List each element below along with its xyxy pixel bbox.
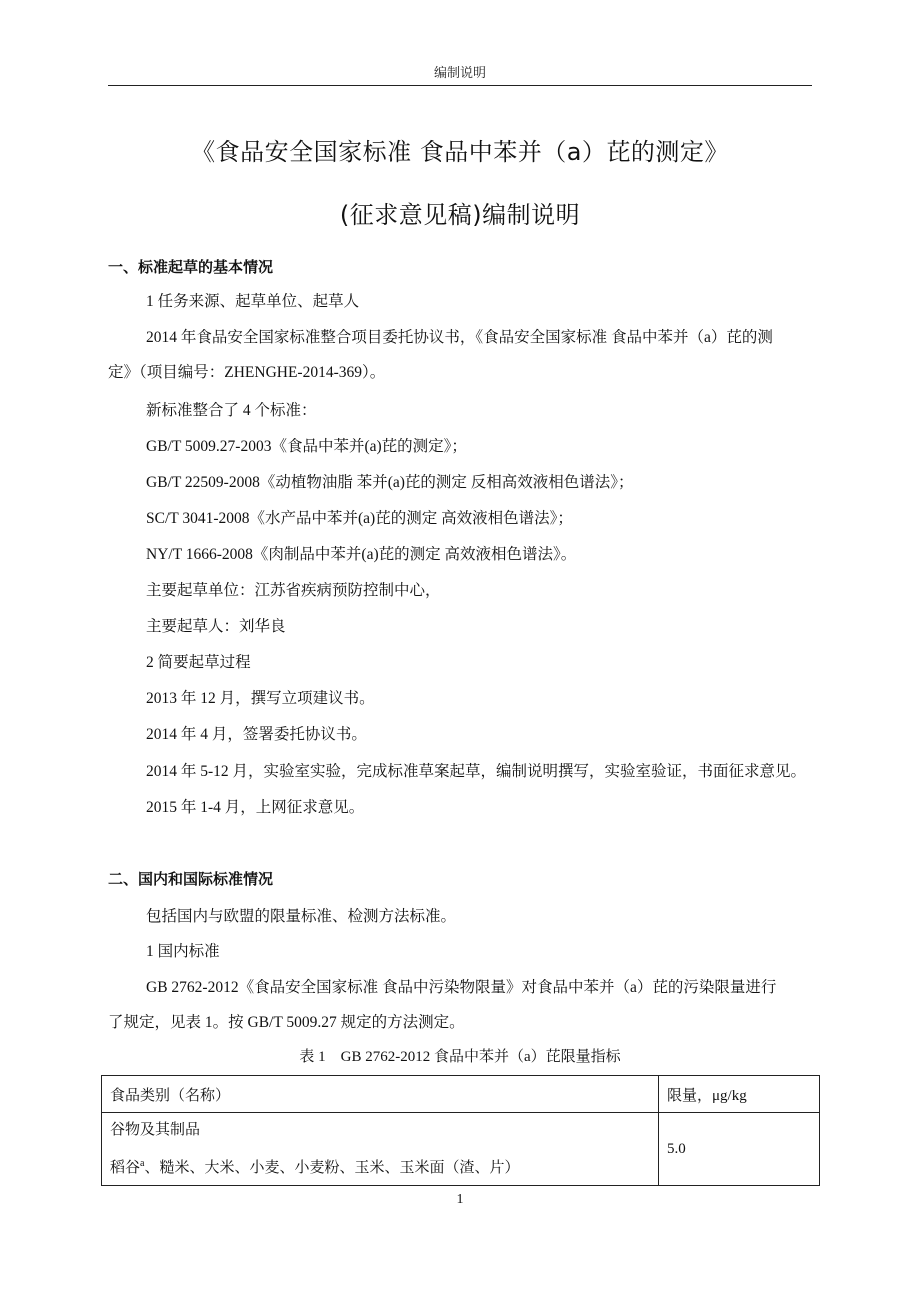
task-paragraph-line1: 2014 年食品安全国家标准整合项目委托协议书，《食品安全国家标准 食品中苯并（a）芘的测: [146, 329, 773, 346]
standard-item: GB/T 5009.27-2003《食品中苯并(a)芘的测定》；: [146, 438, 467, 455]
process-item: 2013 年 12 月，撰写立项建议书。: [146, 690, 375, 707]
drafting-unit: 主要起草单位：江苏省疾病预防控制中心，: [146, 582, 441, 599]
standard-item: NY/T 1666-2008《肉制品中苯并(a)芘的测定 高效液相色谱法》。: [146, 546, 577, 563]
category-items: [110, 1147, 650, 1185]
drafter: 主要起草人：刘华良: [146, 618, 286, 635]
page-number: 1: [456, 1192, 464, 1207]
process-item: 2014 年 4 月，签署委托协议书。: [146, 726, 367, 743]
page-header: 编制说明: [433, 65, 486, 80]
task-heading: 1 任务来源、起草单位、起草人: [146, 293, 360, 310]
standard-item: GB/T 22509-2008《动植物油脂 苯并(a)芘的测定 反相高效液相色谱法》；: [146, 474, 634, 491]
table-header-row: [102, 1076, 820, 1113]
standard-item: SC/T 3041-2008《水产品中苯并(a)芘的测定 高效液相色谱法》；: [146, 510, 573, 527]
header-divider: [108, 85, 812, 86]
task-paragraph-line2: 定》（项目编号：ZHENGHE-2014-369）。: [108, 364, 386, 381]
category-items-prefix: 稻谷: [110, 1160, 141, 1176]
section2-heading: 二、国内和国际标准情况: [108, 870, 274, 888]
section2-intro: 包括国内与欧盟的限量标准、检测方法标准。: [146, 908, 457, 925]
domestic-paragraph-line2: 了规定，见表 1。按 GB/T 5009.27 规定的方法测定。: [108, 1014, 465, 1031]
section1-heading: 一、标准起草的基本情况: [108, 258, 274, 276]
document-subtitle: (征求意见稿)编制说明: [339, 201, 581, 229]
column-header-category: 食品类别（名称）: [102, 1076, 659, 1113]
process-item: 2015 年 1-4 月，上网征求意见。: [146, 799, 365, 816]
footnote-marker: a: [140, 1158, 145, 1169]
table-row: [102, 1113, 820, 1186]
limit-table: [101, 1075, 820, 1186]
category-cell: [102, 1113, 659, 1186]
integrate-intro: 新标准整合了 4 个标准：: [146, 402, 317, 419]
domestic-paragraph-line1: GB 2762-2012《食品安全国家标准 食品中污染物限量》对食品中苯并（a）芘的污染限量进行: [146, 979, 777, 996]
process-heading: 2 简要起草过程: [146, 654, 251, 671]
process-item: 2014 年 5-12 月，实验室实验，完成标准草案起草，编制说明撰写，实验室验证，书面征求意见。: [146, 763, 807, 780]
category-items-rest: 、糙米、大米、小麦、小麦粉、玉米、玉米面（渣、片）: [144, 1160, 520, 1176]
table-caption: 表 1 GB 2762-2012 食品中苯并（a）芘限量指标: [299, 1049, 621, 1065]
category-name: 谷物及其制品: [110, 1122, 201, 1138]
limit-value: 5.0: [659, 1113, 820, 1186]
document-title: 《食品安全国家标准 食品中苯并（a）芘的测定》: [191, 138, 729, 166]
column-header-limit: 限量，μg/kg: [659, 1076, 820, 1113]
domestic-heading: 1 国内标准: [146, 943, 220, 960]
